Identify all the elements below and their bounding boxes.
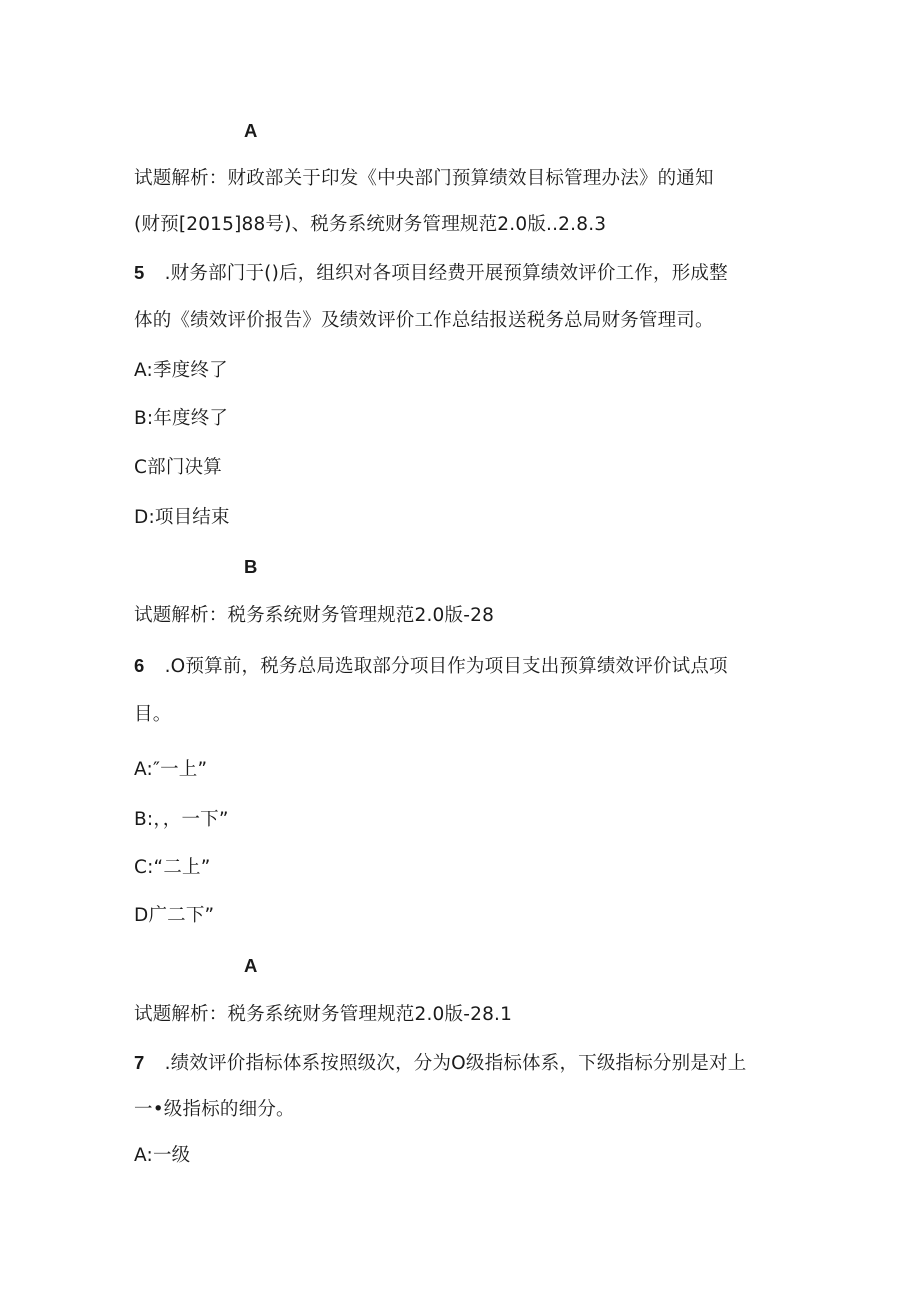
q5-option-a: A:季度终了 bbox=[134, 360, 228, 381]
q6-analysis: 试题解析：税务系统财务管理规范2.0版-28.1 bbox=[134, 1004, 513, 1025]
q4-analysis-line-2: (财预[2015]88号)、税务系统财务管理规范2.0版..2.8.3 bbox=[134, 214, 607, 235]
q5-analysis: 试题解析：税务系统财务管理规范2.0版-28 bbox=[134, 605, 495, 626]
q4-answer: A bbox=[244, 120, 258, 141]
q5-question-line-1 bbox=[134, 260, 728, 287]
q7-number: 7 bbox=[134, 1052, 145, 1073]
q5-option-b: B:年度终了 bbox=[134, 408, 229, 429]
q7-question-line-1 bbox=[134, 1050, 746, 1077]
q6-number: 6 bbox=[134, 655, 145, 676]
q7-text-1: .绩效评价指标体系按照级次，分为O级指标体系，下级指标分别是对上 bbox=[164, 1053, 747, 1074]
q6-option-b: B:，，一下” bbox=[134, 809, 229, 830]
q7-option-a: A:一级 bbox=[134, 1145, 191, 1166]
q5-answer: B bbox=[244, 556, 258, 577]
q6-option-d: D广二下” bbox=[134, 905, 215, 926]
q7-question-line-2: 一•级指标的细分。 bbox=[134, 1099, 295, 1120]
q5-option-c: C部门决算 bbox=[134, 457, 222, 478]
q5-number: 5 bbox=[134, 262, 145, 283]
q6-question-line-1 bbox=[134, 653, 728, 680]
q6-question-line-2: 目。 bbox=[134, 704, 172, 725]
q6-option-c: C:“二上” bbox=[134, 857, 211, 878]
q5-question-line-2: 体的《绩效评价报告》及绩效评价工作总结报送税务总局财务管理司。 bbox=[134, 310, 714, 331]
q4-analysis-line-1: 试题解析：财政部关于印发《中央部门预算绩效目标管理办法》的通知 bbox=[134, 168, 714, 189]
q6-answer: A bbox=[244, 955, 258, 976]
q5-text-1: .财务部门于()后，组织对各项目经费开展预算绩效评价工作，形成整 bbox=[164, 263, 728, 284]
q6-option-a: A:″一上” bbox=[134, 759, 208, 780]
q5-option-d: D:项目结束 bbox=[134, 507, 230, 528]
q6-text-1: .O预算前，税务总局选取部分项目作为项目支出预算绩效评价试点项 bbox=[164, 656, 728, 677]
